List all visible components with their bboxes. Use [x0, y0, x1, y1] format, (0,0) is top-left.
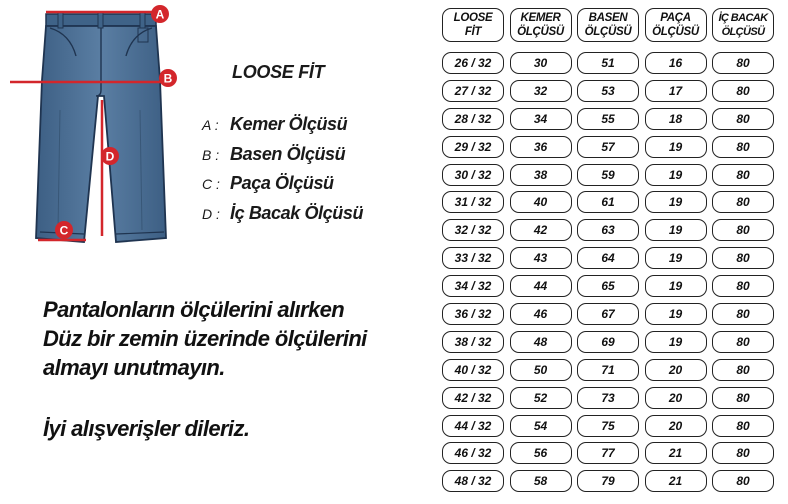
table-row [442, 191, 774, 213]
cell-hip: 55 [577, 108, 639, 130]
marker-a [151, 5, 169, 23]
svg-text:A: A [155, 7, 165, 22]
cell-hem: 20 [645, 415, 707, 437]
measurement-legend [202, 114, 363, 232]
cell-hem: 21 [645, 442, 707, 464]
measuring-instructions [43, 295, 423, 382]
cell-hem: 17 [645, 80, 707, 102]
header-hip: BASEN ÖLÇÜSÜ [577, 8, 639, 42]
table-row [442, 136, 774, 158]
table-row [442, 219, 774, 241]
cell-size: 48 / 32 [442, 470, 504, 492]
cell-hip: 71 [577, 359, 639, 381]
cell-hem: 19 [645, 331, 707, 353]
table-row [442, 164, 774, 186]
cell-size: 42 / 32 [442, 387, 504, 409]
cell-hip: 69 [577, 331, 639, 353]
cell-inseam: 80 [712, 108, 774, 130]
size-table-body [442, 52, 774, 492]
table-row [442, 247, 774, 269]
cell-hem: 18 [645, 108, 707, 130]
cell-waist: 54 [510, 415, 572, 437]
cell-hip: 67 [577, 303, 639, 325]
cell-hip: 63 [577, 219, 639, 241]
cell-size: 36 / 32 [442, 303, 504, 325]
cell-size: 34 / 32 [442, 275, 504, 297]
cell-size: 30 / 32 [442, 164, 504, 186]
cell-inseam: 80 [712, 219, 774, 241]
cell-waist: 38 [510, 164, 572, 186]
table-row [442, 52, 774, 74]
cell-hip: 59 [577, 164, 639, 186]
cell-size: 46 / 32 [442, 442, 504, 464]
cell-hem: 21 [645, 470, 707, 492]
marker-b [159, 69, 177, 87]
cell-size: 28 / 32 [442, 108, 504, 130]
cell-hem: 19 [645, 191, 707, 213]
legend-letter: A : [202, 117, 219, 133]
table-row [442, 80, 774, 102]
cell-inseam: 80 [712, 136, 774, 158]
cell-hem: 19 [645, 303, 707, 325]
cell-inseam: 80 [712, 275, 774, 297]
cell-hem: 19 [645, 164, 707, 186]
cell-inseam: 80 [712, 52, 774, 74]
instruction-line: Düz bir zemin üzerinde ölçülerini [43, 326, 367, 351]
table-row [442, 415, 774, 437]
cell-size: 32 / 32 [442, 219, 504, 241]
cell-size: 44 / 32 [442, 415, 504, 437]
cell-waist: 43 [510, 247, 572, 269]
cell-inseam: 80 [712, 415, 774, 437]
cell-inseam: 80 [712, 164, 774, 186]
marker-d [101, 147, 119, 165]
fit-title: LOOSE FİT [232, 62, 325, 82]
cell-inseam: 80 [712, 359, 774, 381]
table-row [442, 387, 774, 409]
cell-inseam: 80 [712, 331, 774, 353]
size-table [442, 8, 774, 498]
cell-size: 38 / 32 [442, 331, 504, 353]
table-row [442, 108, 774, 130]
cell-hem: 19 [645, 136, 707, 158]
cell-hip: 75 [577, 415, 639, 437]
cell-hip: 57 [577, 136, 639, 158]
cell-size: 40 / 32 [442, 359, 504, 381]
cell-waist: 44 [510, 275, 572, 297]
cell-waist: 40 [510, 191, 572, 213]
size-table-header [442, 8, 774, 44]
legend-row-a [202, 114, 363, 144]
cell-hem: 16 [645, 52, 707, 74]
cell-inseam: 80 [712, 247, 774, 269]
cell-hip: 79 [577, 470, 639, 492]
cell-inseam: 80 [712, 387, 774, 409]
svg-text:D: D [105, 149, 115, 164]
cell-hem: 20 [645, 387, 707, 409]
cell-waist: 30 [510, 52, 572, 74]
table-row [442, 303, 774, 325]
jeans-illustration [0, 0, 190, 260]
cell-size: 27 / 32 [442, 80, 504, 102]
marker-c [55, 221, 73, 239]
legend-letter: D : [202, 205, 220, 222]
cell-size: 33 / 32 [442, 247, 504, 269]
cell-waist: 42 [510, 219, 572, 241]
cell-hip: 65 [577, 275, 639, 297]
header-inseam: İÇ BACAK ÖLÇÜSÜ [712, 8, 774, 42]
cell-inseam: 80 [712, 442, 774, 464]
cell-hip: 73 [577, 387, 639, 409]
table-row [442, 275, 774, 297]
cell-waist: 58 [510, 470, 572, 492]
table-row [442, 331, 774, 353]
table-row [442, 442, 774, 464]
legend-label: Basen Ölçüsü [230, 143, 346, 164]
svg-text:C: C [59, 223, 69, 238]
cell-hem: 19 [645, 219, 707, 241]
cell-waist: 32 [510, 80, 572, 102]
cell-hip: 77 [577, 442, 639, 464]
cell-waist: 56 [510, 442, 572, 464]
legend-row-d [202, 203, 363, 233]
cell-waist: 48 [510, 331, 572, 353]
legend-letter: B : [202, 146, 220, 163]
svg-text:B: B [163, 71, 173, 86]
cell-inseam: 80 [712, 80, 774, 102]
legend-label: İç Bacak Ölçüsü [230, 202, 364, 223]
cell-hem: 19 [645, 275, 707, 297]
cell-inseam: 80 [712, 470, 774, 492]
legend-label: Paça Ölçüsü [230, 173, 334, 193]
cell-hip: 51 [577, 52, 639, 74]
legend-row-c [202, 173, 363, 203]
cell-size: 26 / 32 [442, 52, 504, 74]
cell-waist: 46 [510, 303, 572, 325]
cell-hem: 20 [645, 359, 707, 381]
table-row [442, 470, 774, 492]
cell-waist: 52 [510, 387, 572, 409]
cell-waist: 50 [510, 359, 572, 381]
legend-row-b [202, 144, 363, 174]
legend-label: Kemer Ölçüsü [230, 114, 348, 134]
cell-hip: 61 [577, 191, 639, 213]
header-waist: KEMER ÖLÇÜSÜ [510, 8, 572, 42]
cell-size: 29 / 32 [442, 136, 504, 158]
cell-hem: 19 [645, 247, 707, 269]
cell-size: 31 / 32 [442, 191, 504, 213]
cell-waist: 34 [510, 108, 572, 130]
cell-waist: 36 [510, 136, 572, 158]
cell-hip: 64 [577, 247, 639, 269]
cell-hip: 53 [577, 80, 639, 102]
instruction-line: Pantalonların ölçülerini alırken [43, 297, 345, 322]
cell-inseam: 80 [712, 303, 774, 325]
farewell-text: İyi alışverişler dileriz. [43, 416, 250, 441]
header-hem: PAÇA ÖLÇÜSÜ [645, 8, 707, 42]
legend-letter: C : [202, 176, 220, 192]
instruction-line: almayı unutmayın. [43, 355, 225, 380]
header-fit: LOOSE FİT [442, 8, 504, 42]
cell-inseam: 80 [712, 191, 774, 213]
table-row [442, 359, 774, 381]
